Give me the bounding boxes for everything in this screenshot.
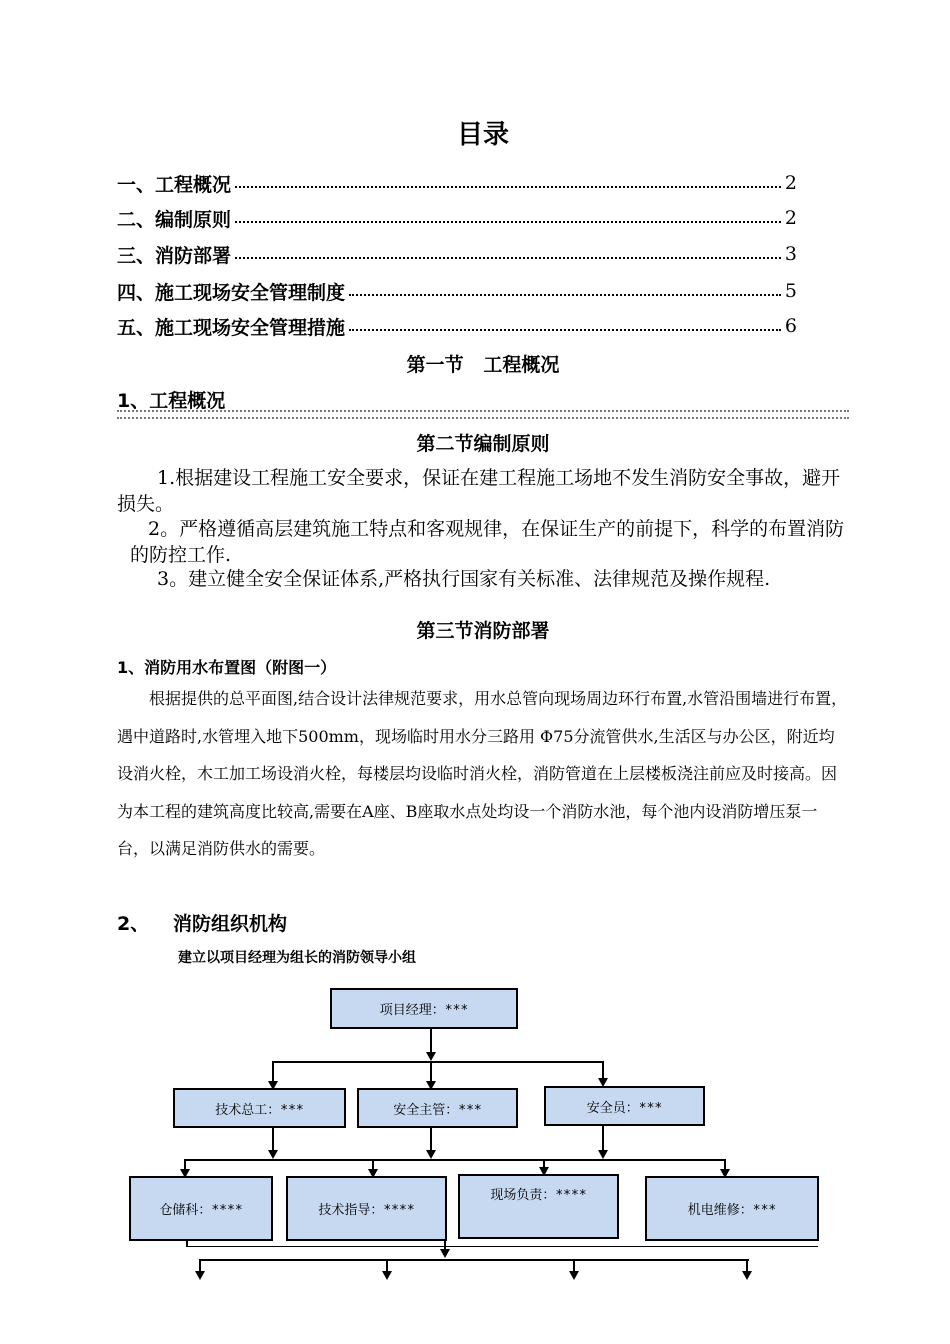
- connector: [272, 1061, 604, 1063]
- connector: [186, 1246, 818, 1247]
- toc-leader: [349, 329, 781, 331]
- connector-arrow: [426, 1150, 436, 1159]
- toc-item-page: 2: [784, 207, 797, 229]
- toc-item-label: 五、施工现场安全管理措施: [117, 316, 346, 339]
- toc-item[interactable]: [117, 240, 797, 268]
- toc-item-page: 2: [784, 172, 797, 194]
- org-box-site-manager: 现场负责：****: [458, 1174, 619, 1239]
- section1-subheading: 1、工程概况: [117, 390, 226, 412]
- connector: [430, 1061, 432, 1083]
- toc-leader: [349, 294, 781, 296]
- connector-arrow: [440, 1249, 450, 1258]
- connector-arrow: [742, 1271, 752, 1280]
- section3-subheading-2-number: 2、: [117, 913, 150, 935]
- org-box-technical-chief: 技术总工：***: [173, 1088, 346, 1128]
- section2-item-2: 2。严格遵循高层建筑施工特点和客观规律，在保证生产的前提下，科学的布置消防的防控工作.: [130, 518, 845, 566]
- connector-arrow: [195, 1271, 205, 1280]
- section2-heading: 第二节编制原则: [416, 433, 550, 455]
- toc-item-label: 三、消防部署: [117, 244, 232, 267]
- connector-arrow: [382, 1271, 392, 1280]
- org-box-project-manager: 项目经理：***: [330, 988, 518, 1029]
- section2-item-1: 1.根据建设工程施工安全要求，保证在建工程施工场地不发生消防安全事故，避开损失。: [117, 467, 841, 515]
- toc-item-page: 3: [784, 243, 797, 265]
- section3-body: 根据提供的总平面图,结合设计法律规范要求，用水总管向现场周边环行布置,水管沿围墙进行布置，遇中道路时,水管埋入地下500mm，现场临时用水分三路用 Φ75分流管供水,生活区与办公区，附近均设消火栓，木工加工场设消火栓，每楼层均设临时消火栓，消防管道在上层楼板浇注前应及时接高。因为本工程的建筑高度比较高,需要在A座、B座取水点处均设一个消防水池，每个池内设消防增压泵一台，以满足消防供水的需要。: [117, 689, 848, 858]
- connector-arrow: [426, 1052, 436, 1061]
- section-divider: [117, 410, 849, 419]
- connector: [199, 1259, 749, 1261]
- toc-item-label: 二、编制原则: [117, 208, 232, 231]
- org-box-safety-officer: 安全员：***: [544, 1086, 705, 1126]
- toc-item-label: 四、施工现场安全管理制度: [117, 281, 346, 304]
- section3-subheading-1: 1、消防用水布置图（附图一）: [117, 658, 337, 677]
- section2-item-3: 3。建立健全安全保证体系,严格执行国家有关标准、法律规范及操作规程.: [157, 568, 771, 590]
- section1-heading: 第一节 工程概况: [406, 354, 560, 376]
- connector: [184, 1159, 726, 1161]
- section3-heading: 第三节消防部署: [416, 620, 550, 642]
- connector-arrow: [598, 1150, 608, 1159]
- toc-item[interactable]: [117, 312, 797, 340]
- toc-item-page: 6: [784, 315, 797, 337]
- toc-leader: [235, 257, 781, 259]
- org-box-warehouse: 仓储科：****: [129, 1176, 273, 1241]
- connector-arrow: [268, 1150, 278, 1159]
- toc-item-label: 一、工程概况: [117, 173, 232, 196]
- toc-leader: [235, 221, 781, 223]
- section3-subheading-2: 消防组织机构: [173, 913, 288, 935]
- org-box-technical-guidance: 技术指导：****: [286, 1176, 447, 1241]
- org-box-safety-supervisor: 安全主管：***: [357, 1088, 518, 1128]
- toc-item-page: 5: [784, 280, 797, 302]
- toc-item[interactable]: [117, 169, 797, 197]
- toc-item[interactable]: [117, 277, 797, 305]
- connector: [272, 1061, 274, 1083]
- org-chart-caption: 建立以项目经理为组长的消防领导小组: [178, 950, 416, 966]
- toc-leader: [235, 186, 781, 188]
- toc-title: 目录: [456, 120, 509, 150]
- connector-arrow: [569, 1271, 579, 1280]
- org-box-electromechanical: 机电维修：***: [645, 1176, 819, 1241]
- toc-item[interactable]: [117, 204, 797, 232]
